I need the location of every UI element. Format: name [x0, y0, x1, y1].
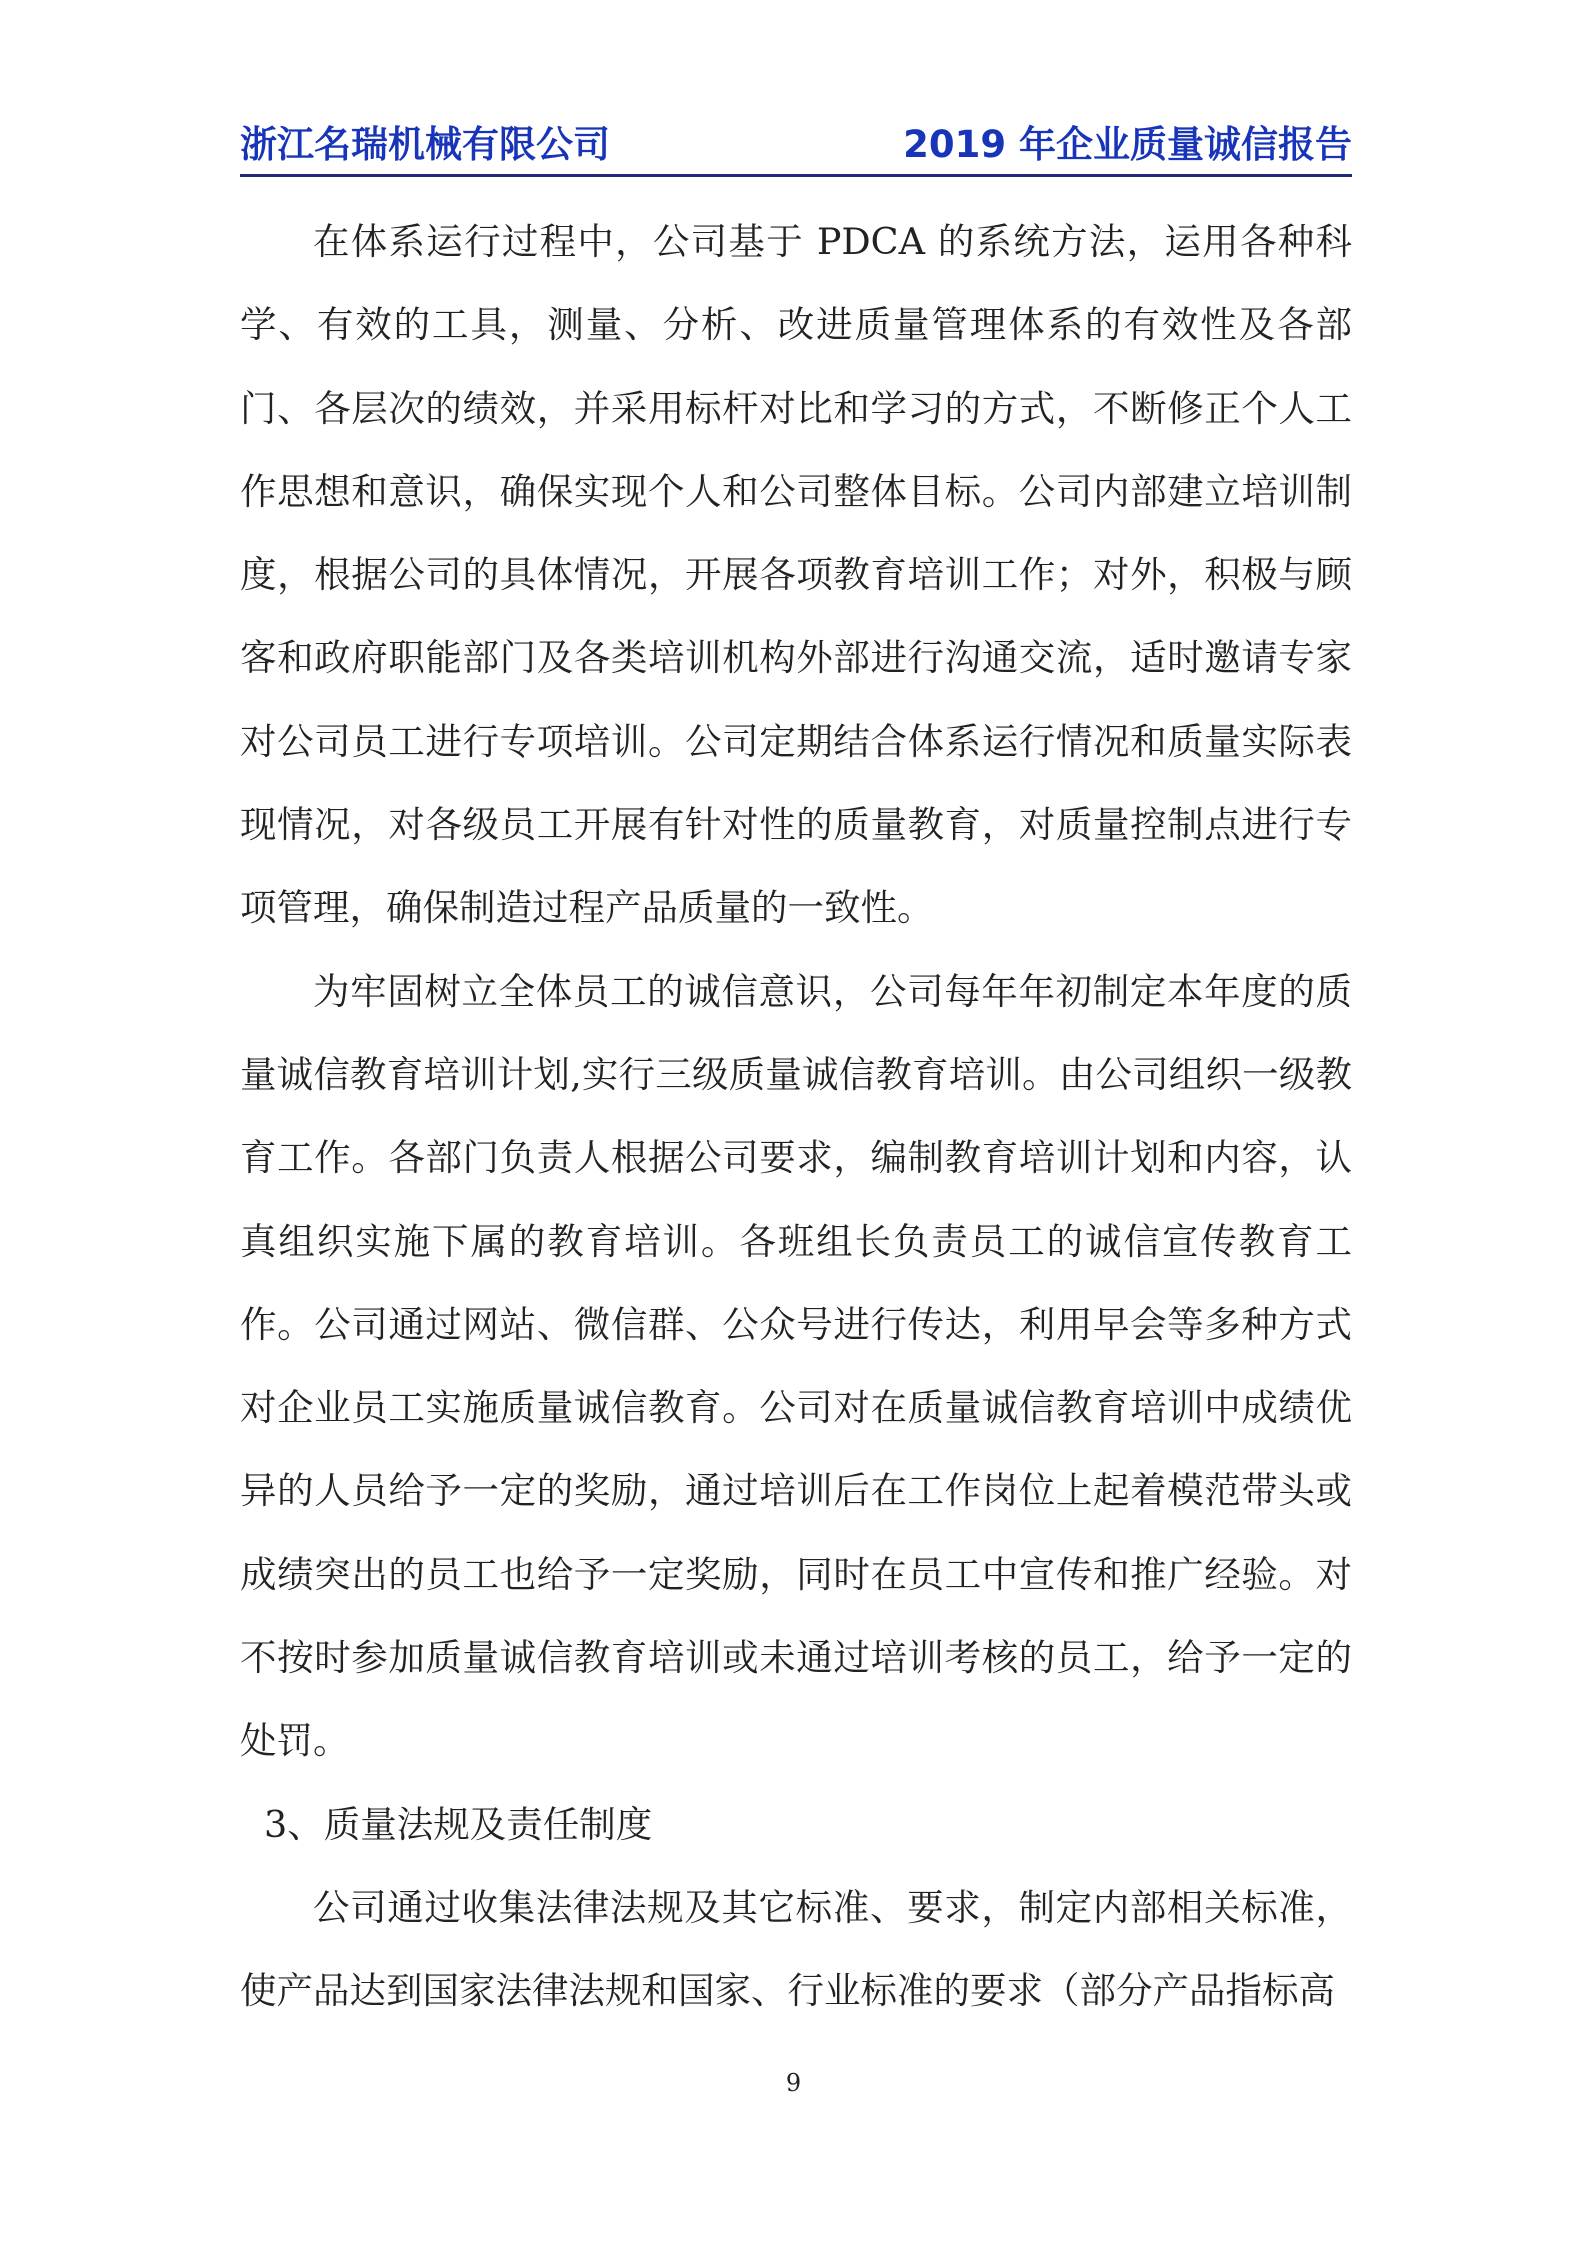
section-heading-quality-regulations: 3、质量法规及责任制度: [264, 1802, 653, 1846]
header-report-title: 2019 年企业质量诚信报告: [903, 123, 1352, 166]
page-header: [240, 118, 1352, 177]
header-company-name: 浙江名瑞机械有限公司: [240, 123, 610, 166]
body-text: [240, 200, 1352, 2033]
paragraph-integrity-training: 为牢固树立全体员工的诚信意识，公司每年年初制定本年度的质量诚信教育培训计划,实行三级质量诚信教育培训。由公司组织一级教育工作。各部门负责人根据公司要求，编制教育培训计划和内容，认真组织实施下属的教育培训。各班组长负责员工的诚信宣传教育工作。公司通过网站、微信群、公众号进行传达，利用早会等多种方式对企业员工实施质量诚信教育。公司对在质量诚信教育培训中成绩优异的人员给予一定的奖励，通过培训后在工作岗位上起着模范带头或成绩突出的员工也给予一定奖励，同时在员工中宣传和推广经验。对不按时参加质量诚信教育培训或未通过培训考核的员工，给予一定的处罚。: [240, 969, 1352, 1763]
page-number: 9: [785, 2069, 802, 2097]
paragraph-system-operation: 在体系运行过程中，公司基于 PDCA 的系统方法，运用各种科学、有效的工具，测量、分析、改进质量管理体系的有效性及各部门、各层次的绩效，并采用标杆对比和学习的方式，不断修正个人工作思想和意识，确保实现个人和公司整体目标。公司内部建立培训制度，根据公司的具体情况，开展各项教育培训工作；对外，积极与顾客和政府职能部门及各类培训机构外部进行沟通交流，适时邀请专家对公司员工进行专项培训。公司定期结合体系运行情况和质量实际表现情况，对各级员工开展有针对性的质量教育，对质量控制点进行专项管理，确保制造过程产品质量的一致性。: [240, 220, 1352, 930]
paragraph-regulations: 公司通过收集法律法规及其它标准、要求，制定内部相关标准，使产品达到国家法律法规和国家、行业标准的要求（部分产品指标高: [240, 1885, 1352, 2013]
